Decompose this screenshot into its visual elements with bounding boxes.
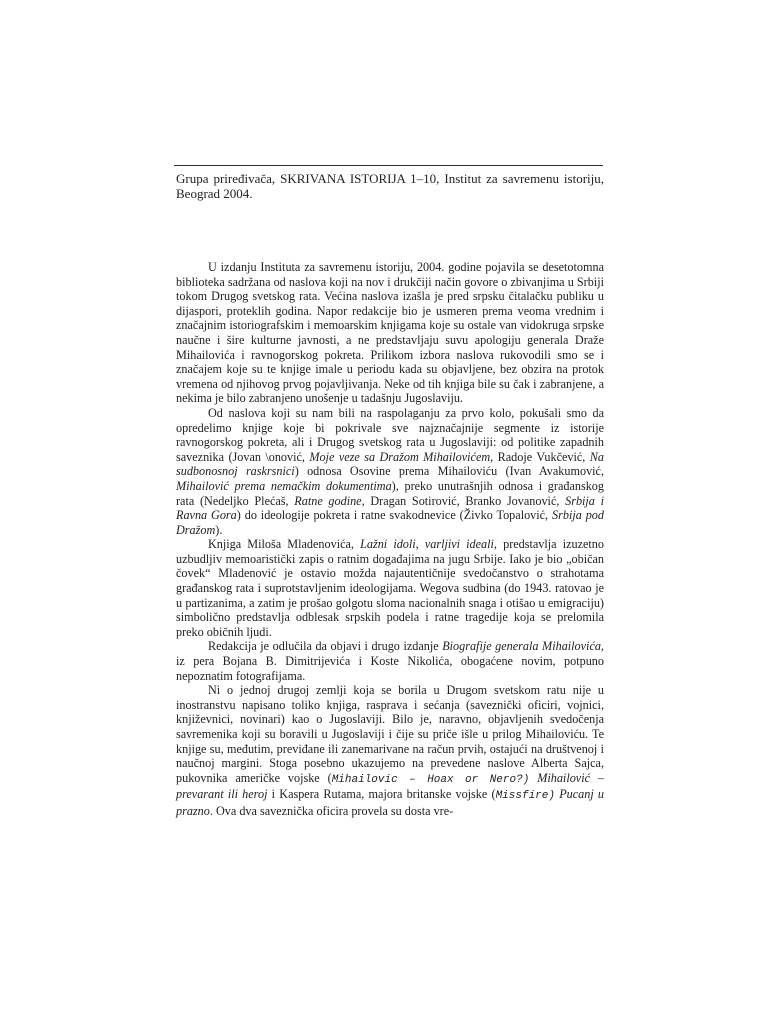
book-title: Ratne godine, — [294, 493, 365, 508]
paragraph-text: Radoje Vukčević, — [493, 449, 590, 464]
book-title: Biografije generala Mihailovića, — [442, 639, 604, 654]
paragraph-text: Dragan Sotirović, Branko Jovanović, — [364, 493, 566, 508]
book-citation: Grupa priređivača, SKRIVANA ISTORIJA 1–10, Institut za savremenu istoriju, Beograd 2004. — [176, 171, 604, 201]
paragraph-text: predstavlja izuzetno uzbudljiv memoaristički zapis o ratnim događajima na jugu Srbije. Iako je bio „običan čovek“ Mladenović je ostavio možda najautentičnije svedočanstvo o strahotama građanskog rata i suprotstavljenim ideologijama. Wegova sudbina (do 1943. ratovao je u partizanima, a zatim je prošao golgotu sloma nacionalnih snaga i otišao u emigraciju) simbolično predstavlja odblesak srpskih podela i ratne tragedije koja se prelomila preko običnih ljudi. — [176, 537, 604, 639]
paragraph-text: ). — [215, 522, 223, 537]
paragraph-text: . Ova dva saveznička oficira provela su dosta vre- — [209, 803, 454, 818]
paragraph-1 — [176, 260, 604, 406]
book-title: Srbija i Ravna Gora — [176, 493, 604, 523]
book-title: Mihailović prema nemačkim dokumentima — [176, 478, 392, 493]
paragraph-3 — [176, 537, 604, 639]
book-title: Na sudbonosnoj raskrsnici — [176, 449, 604, 479]
paragraph-4 — [176, 639, 604, 683]
book-title: Pucanj u prazno — [176, 787, 605, 818]
paragraph-text: i Kaspera Rutama, majora britanske vojske ( — [267, 787, 496, 802]
original-title: Mihailovic – Hoax or Nero?) — [331, 773, 530, 786]
book-title: Lažni idoli, varljivi ideali, — [360, 537, 497, 552]
top-rule — [174, 165, 603, 166]
paragraph-text: ), preko unutrašnjih odnosa i građanskog rata (Nedeljko Plećaš, — [176, 478, 604, 508]
book-title: Srbija pod Dražom — [176, 508, 604, 537]
original-title: Missfire) — [495, 790, 555, 803]
paragraph-text: ) do ideologije pokreta i ratne svakodnevice (Živko Topalović, — [236, 508, 553, 523]
book-title: Mihailović – prevarant ili heroj — [176, 770, 604, 802]
article-body — [176, 260, 604, 819]
paragraph-5 — [176, 683, 604, 818]
paragraph-text: ) odnosa Osovine prema Mihailoviću (Ivan Avakumović, — [294, 464, 605, 479]
paragraph-text: Od naslova koji su nam bili na raspolaganju za prvo kolo, pokušali smo da opredelimo knjige koje bi pokrivale sve najznačajnije segmente iz istorije ravnogorskog pokreta, ali i Drugog svetskog rata u Jugoslaviji: od politike zapadnih saveznika (Jovan \onović, — [176, 405, 604, 464]
paragraph-text: Redakcija je odlučila da objavi i drugo izdanje — [208, 639, 443, 654]
paragraph-text: U izdanju Instituta za savremenu istoriju, 2004. godine pojavila se desetotomna biblioteka sadržana od naslova koji na nov i drukčiji način govore o zbivanjima u Srbiji tokom Drugog svetskog rata. Većina naslova izašla je pred srpsku čitalačku publiku u dijaspori, proteklih godina. Napor redakcije bio je usmeren prema veoma vrednim i značajnim istoriografskim i memoarskim knjigama koje su ostale van vidokruga srpske naučne i šire kulturne javnosti, a ne predstavljaju suvu apologiju generala Draže Mihailovića i ravnogorskog pokreta. Prilikom izbora naslova rukovodili smo se i značajem koje su te knjige imale u periodu kada su objavljene, bez obzira na protok vremena od njihovog prvog pojavljivanja. Neke od tih knjiga bile su čak i zabranjene, a nekima je bilo zabranjeno unošenje u tadašnju Jugoslaviju. — [176, 260, 604, 406]
book-title: Moje veze sa Dražom Mihailovićem, — [309, 449, 494, 464]
paragraph-text: Ni o jednoj drugoj zemlji koja se borila u Drugom svetskom ratu nije u inostranstvu napisano toliko knjiga, rasprava i sećanja (saveznički oficiri, vojnici, književnici, novinari) kao o Jugoslaviji. Bilo je, naravno, objavljenih svedočenja savremenika koji su boravili u Jugoslaviji i čije su priče išle u prilog Mihailoviću. Te knjige su, međutim, previđane ili zanemarivane na račun prvih, ostajući na društvenoj i naučnoj margini. Stoga posebno ukazujemo na prevedene naslove Alberta Sajca, pukovnika američke vojske ( — [176, 683, 604, 785]
paragraph-2 — [176, 406, 604, 537]
paragraph-text: Knjiga Miloša Mladenovića, — [208, 537, 361, 552]
paragraph-text: iz pera Bojana B. Dimitrijevića i Koste Nikolića, obogaćene novim, potpuno nepoznatim fotografijama. — [176, 654, 604, 683]
